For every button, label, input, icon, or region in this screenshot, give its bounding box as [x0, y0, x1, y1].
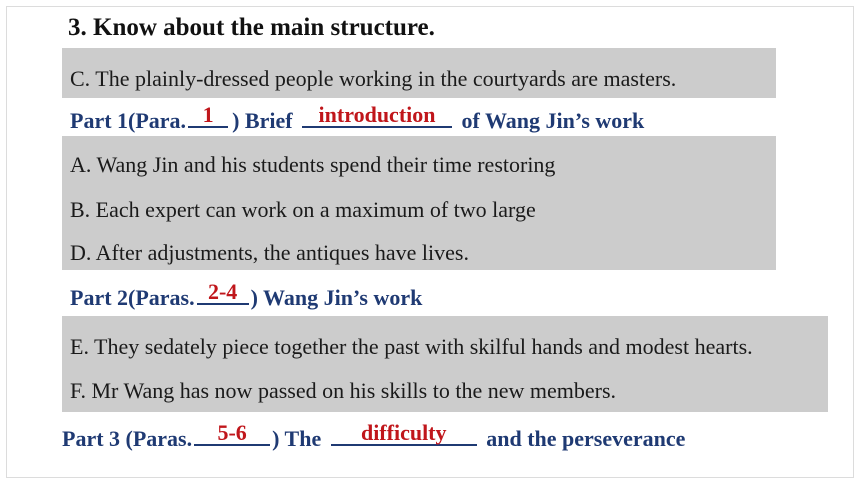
part-3-para-answer: 5-6: [217, 420, 247, 445]
part-1-prefix: Part 1(Para.: [70, 108, 187, 133]
option-d: D. After adjustments, the antiques have lives.: [70, 240, 469, 265]
part-2-line: [70, 279, 423, 311]
option-b: B. Each expert can work on a maximum of two large: [70, 197, 536, 222]
part-3-suffix: and the perseverance: [486, 426, 686, 451]
option-a: A. Wang Jin and his students spend their time restoring: [70, 152, 556, 177]
part-3-middle: ) The: [272, 426, 322, 451]
part-2-prefix: Part 2(Paras.: [70, 285, 195, 310]
part-1-middle: ) Brief: [232, 108, 293, 133]
part-3-prefix: Part 3 (Paras.: [62, 426, 193, 451]
part-1-para-answer: 1: [202, 102, 214, 127]
part-3-word-answer: difficulty: [360, 420, 447, 445]
option-c: C. The plainly-dressed people working in the courtyards are masters.: [70, 66, 677, 91]
part-1-line: [70, 102, 645, 134]
part-1-para-blank: [188, 102, 228, 128]
option-f: F. Mr Wang has now passed on his skills to the new members.: [70, 378, 617, 403]
part-1-word-answer: introduction: [318, 102, 436, 127]
part-3-line: [62, 420, 686, 452]
part-1-suffix: of Wang Jin’s work: [461, 108, 645, 133]
part-2-para-blank: [197, 279, 249, 305]
part-3-para-blank: [194, 420, 270, 446]
part-2-suffix: ) Wang Jin’s work: [250, 285, 423, 310]
part-2-para-answer: 2-4: [207, 279, 238, 304]
slide-title: 3. Know about the main structure.: [68, 14, 435, 41]
option-e: E. They sedately piece together the past with skilful hands and modest hearts.: [70, 334, 753, 359]
part-1-word-blank: [302, 102, 452, 128]
part-3-word-blank: [331, 420, 477, 446]
